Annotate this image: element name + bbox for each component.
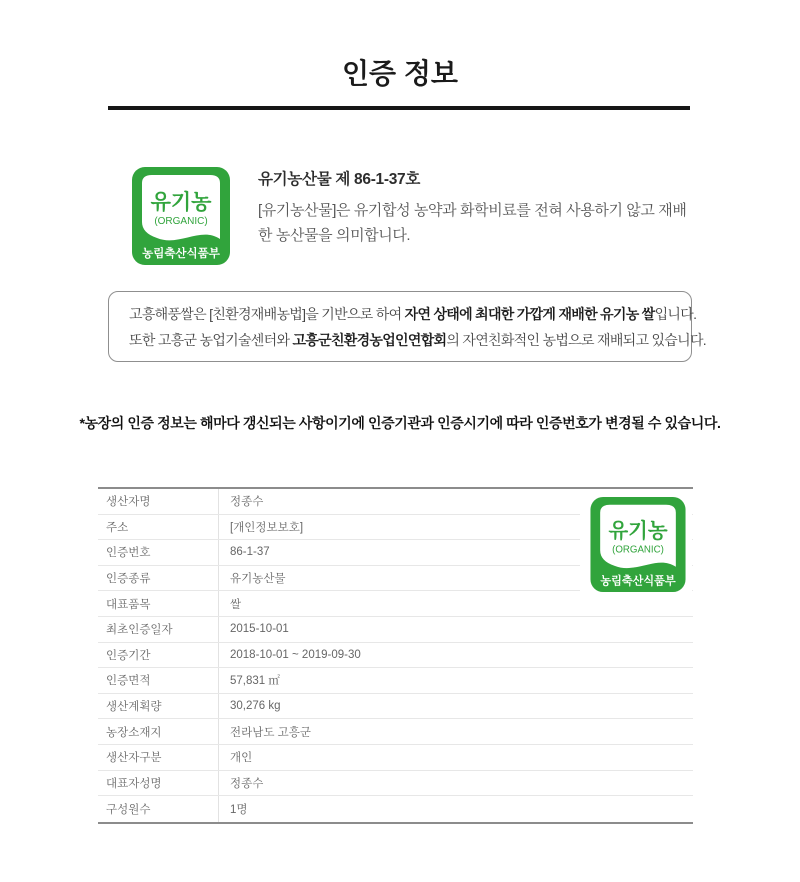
organic-cert-logo [131,166,231,266]
row-value: 전라남도 고흥군 [230,726,311,739]
highlight-line-2 [129,327,706,353]
logo-label-en: (ORGANIC) [612,544,664,556]
logo-authority: 농림축산식품부 [600,575,676,588]
table-row [98,694,693,720]
cert-description: [유기농산물]은 유기합성 농약과 화학비료를 전혀 사용하기 않고 재배한 농산물을 의미합니다. [258,202,687,244]
table-row [98,745,693,771]
table-row [98,719,693,745]
row-value: 유기농산물 [230,573,286,586]
row-label: 대표품목 [98,591,219,616]
cert-summary [258,167,700,248]
row-value: 57,831 ㎡ [230,675,280,688]
row-label: 인증번호 [98,540,219,565]
organic-stamp-icon [131,166,231,266]
organic-cert-logo-table [589,496,687,593]
row-label: 생산계획량 [98,694,219,719]
row-value: 2018-10-01 ~ 2019-09-30 [230,648,361,661]
highlight-text: 의 자연친화적인 농법으로 재배되고 있습니다. [446,332,706,348]
table-row [98,668,693,694]
row-value: 쌀 [230,598,242,611]
table-row [98,771,693,797]
row-value: 1명 [230,803,248,816]
logo-label-ko: 유기농 [608,520,668,543]
row-value: 개인 [230,752,253,765]
highlight-bold-text: 고흥군친환경농업인연합회 [292,332,447,348]
title-divider [108,106,690,110]
row-label: 인증기간 [98,643,219,668]
row-label: 생산자구분 [98,745,219,770]
row-label: 생산자명 [98,489,219,514]
organic-stamp-icon [589,496,687,593]
table-row [98,617,693,643]
highlight-text: 입니다. [654,306,697,322]
logo-authority: 농림축산식품부 [142,248,220,260]
note-text: *농장의 인증 정보는 해마다 갱신되는 사항이기에 인증기관과 인증시기에 따라 인증번호가 변경될 수 있습니다. [79,415,721,431]
row-label: 인증종류 [98,566,219,591]
table-row [98,643,693,669]
row-label: 대표자성명 [98,771,219,796]
row-label: 인증면적 [98,668,219,693]
row-value: 2015-10-01 [230,623,289,636]
table-row [98,796,693,822]
page-title: 인증 정보 [342,58,458,89]
row-label: 최초인증일자 [98,617,219,642]
row-label: 주소 [98,515,219,540]
row-value: 정종수 [230,777,264,790]
row-label: 구성원수 [98,796,219,822]
highlight-text: 또한 고흥군 농업기술센터와 [129,332,293,348]
row-value: [개인정보보호] [230,521,304,534]
row-value: 86-1-37 [230,546,270,559]
highlight-box [108,291,706,362]
highlight-line-1 [129,301,697,327]
highlight-bold-text: 자연 상태에 최대한 가깝게 재배한 유기농 쌀 [404,306,655,322]
row-label: 농장소재지 [98,719,219,744]
row-value: 30,276 kg [230,700,281,713]
highlight-text: 고흥해풍쌀은 [친환경재배농법]을 기반으로 하여 [129,306,405,322]
cert-number-heading: 유기농산물 제 86-1-37호 [258,171,421,188]
logo-label-ko: 유기농 [150,191,212,214]
logo-label-en: (ORGANIC) [154,216,208,227]
row-value: 정종수 [230,496,264,509]
